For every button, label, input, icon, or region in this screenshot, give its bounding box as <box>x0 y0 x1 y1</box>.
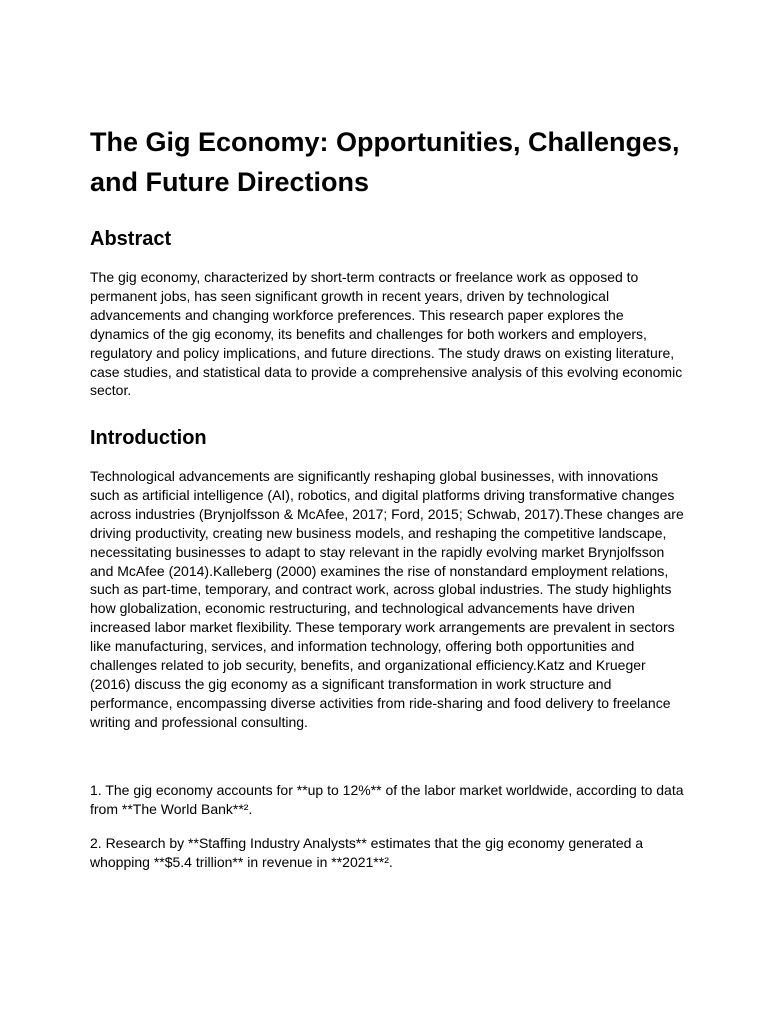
introduction-heading: Introduction <box>90 427 207 449</box>
abstract-paragraph: The gig economy, characterized by short-term contracts or freelance work as opposed to permanent jobs, has seen significant growth in recent years, driven by technological advancements and changing workforce preferences. This research paper explores the dynamics of the gig economy, its benefits and challenges for both workers and employers, regulatory and policy implications, and future directions. The study draws on existing literature, case studies, and statistical data to provide a comprehensive analysis of this evolving economic sector. <box>90 269 683 399</box>
abstract-heading: Abstract <box>90 228 172 250</box>
document-title: The Gig Economy: Opportunities, Challenges, and Future Directions <box>90 127 680 197</box>
introduction-paragraph: Technological advancements are significantly reshaping global businesses, with innovations such as artificial intelligence (AI), robotics, and digital platforms driving transformative changes across industries (Brynjolfsson & McAfee, 2017; Ford, 2015; Schwab, 2017).These changes are driving productivity, creating new business models, and reshaping the competitive landscape, necessitating businesses to adapt to stay relevant in the rapidly evolving market Brynjolfsson and McAfee (2014).Kalleberg (2000) examines the rise of nonstandard employment relations, such as part-time, temporary, and contract work, across global industries. The study highlights how globalization, economic restructuring, and technological advancements have driven increased labor market flexibility. These temporary work arrangements are prevalent in sectors like manufacturing, services, and information technology, offering both opportunities and challenges related to job security, benefits, and organizational efficiency.Katz and Krueger (2016) discuss the gig economy as a significant transformation in work structure and performance, encompassing diverse activities from ride-sharing and food delivery to freelance writing and professional consulting. <box>90 468 684 730</box>
stat-item-2: 2. Research by **Staffing Industry Analysts** estimates that the gig economy generated a whopping **$5.4 trillion** in revenue in **2021**². <box>90 835 644 870</box>
stat-item-1: 1. The gig economy accounts for **up to 12%** of the labor market worldwide, according to data from **The World Bank**². <box>90 782 684 817</box>
